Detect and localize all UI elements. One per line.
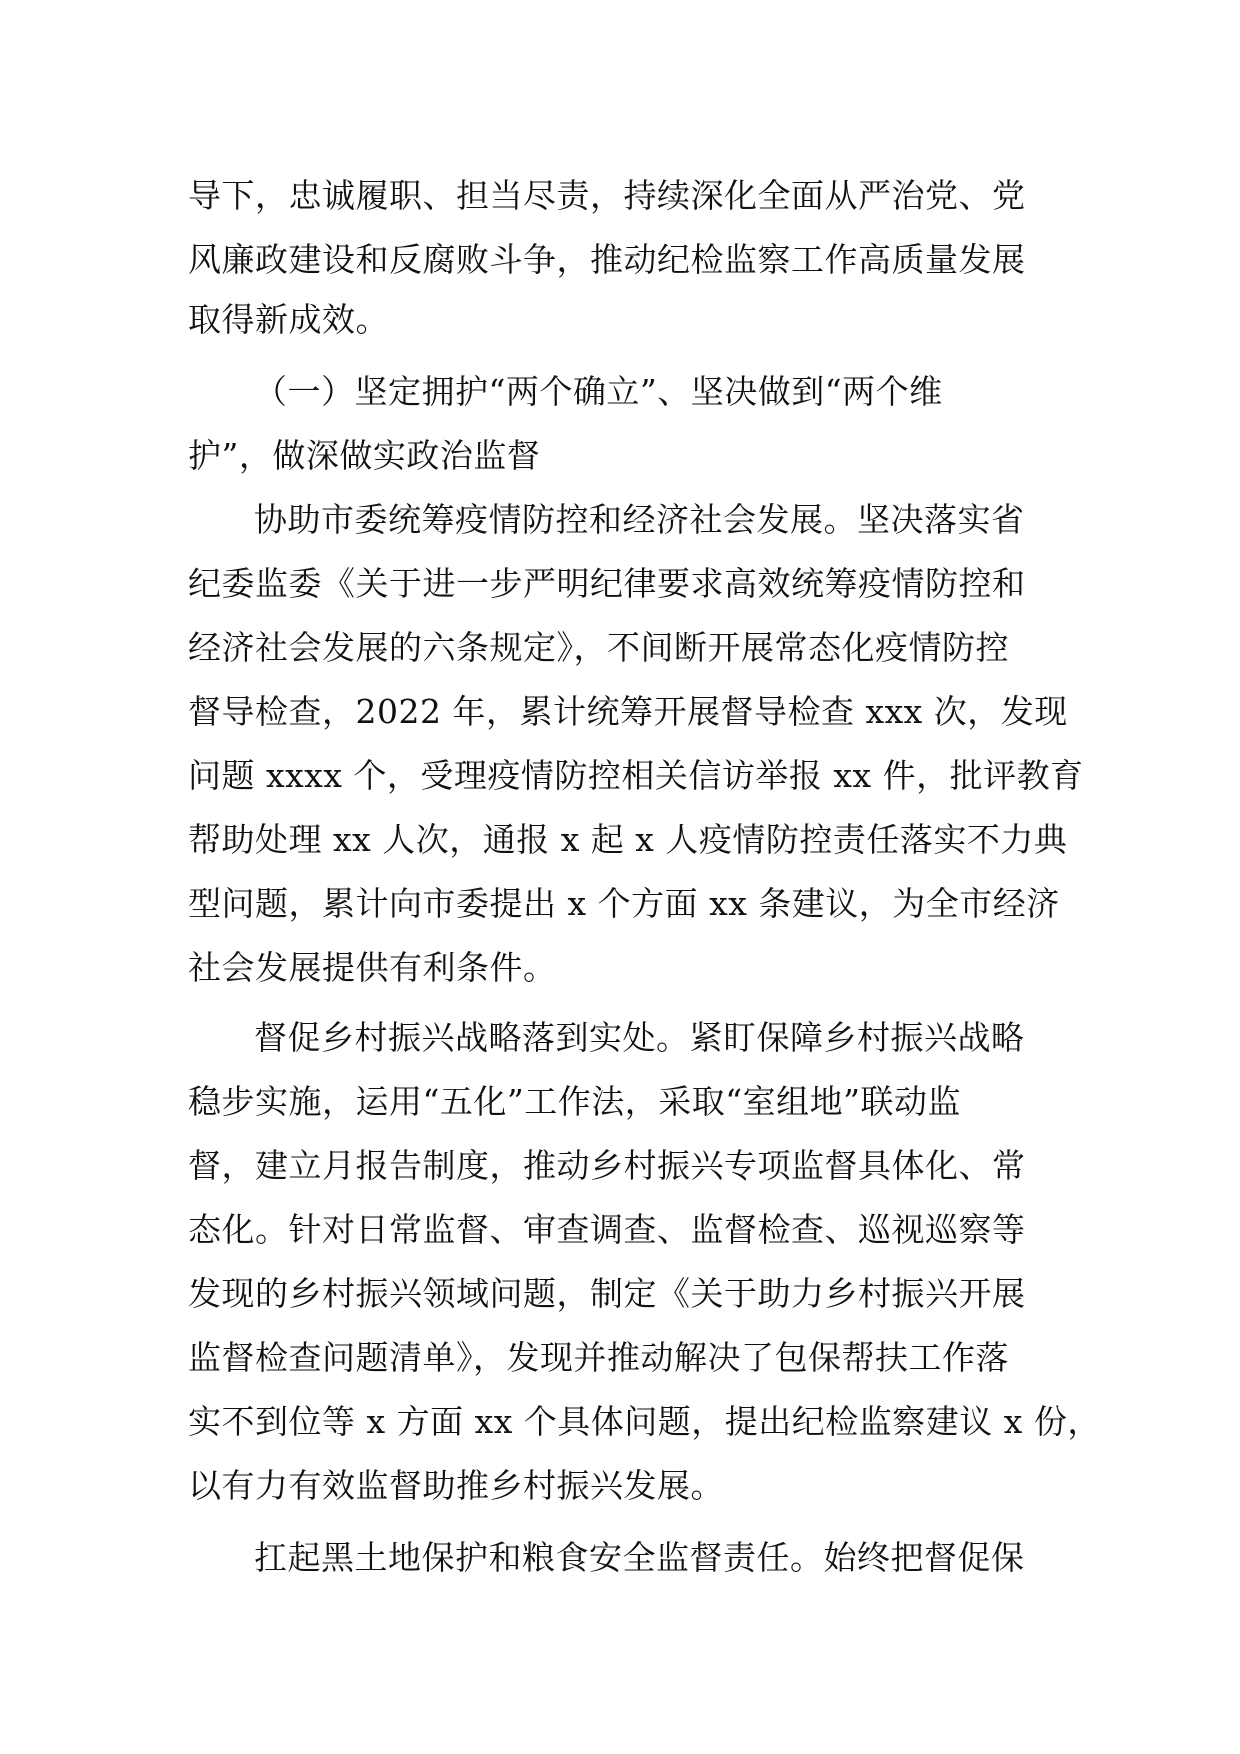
text-line: 态化。针对日常监督、审查调查、监督检查、巡视巡察等 [188, 1210, 1026, 1249]
text-line: 实不到位等 x 方面 xx 个具体问题，提出纪检监察建议 x 份， [188, 1402, 1101, 1441]
text-line: 帮助处理 xx 人次，通报 x 起 x 人疫情防控责任落实不力典 [188, 820, 1068, 859]
text-line: 督导检查，2022 年，累计统筹开展督导检查 xxx 次，发现 [188, 692, 1068, 731]
text-line: 社会发展提供有利条件。 [188, 948, 557, 987]
text-line: 导下，忠诚履职、担当尽责，持续深化全面从严治党、党 [188, 176, 1026, 215]
text-line: 以有力有效监督助推乡村振兴发展。 [188, 1466, 724, 1505]
text-line: 协助市委统筹疫情防控和经济社会发展。坚决落实省 [254, 500, 1025, 539]
text-line: 发现的乡村振兴领域问题，制定《关于助力乡村振兴开展 [188, 1274, 1026, 1313]
text-line: 纪委监委《关于进一步严明纪律要求高效统筹疫情防控和 [188, 564, 1026, 603]
section-heading-line: （一）坚定拥护“两个确立”、坚决做到“两个维 [254, 372, 943, 411]
text-line: 风廉政建设和反腐败斗争，推动纪检监察工作高质量发展 [188, 240, 1026, 279]
text-line: 型问题，累计向市委提出 x 个方面 xx 条建议，为全市经济 [188, 884, 1060, 923]
text-line: 督促乡村振兴战略落到实处。紧盯保障乡村振兴战略 [254, 1018, 1025, 1057]
text-line: 稳步实施，运用“五化”工作法，采取“室组地”联动监 [188, 1082, 961, 1121]
text-line: 经济社会发展的六条规定》，不间断开展常态化疫情防控 [188, 628, 1009, 667]
text-line: 问题 xxxx 个，受理疫情防控相关信访举报 xx 件，批评教育 [188, 756, 1084, 795]
section-heading-line: 护”，做深做实政治监督 [188, 436, 541, 475]
text-line: 督，建立月报告制度，推动乡村振兴专项监督具体化、常 [188, 1146, 1026, 1185]
text-line: 监督检查问题清单》，发现并推动解决了包保帮扶工作落 [188, 1338, 1009, 1377]
text-line: 扛起黑土地保护和粮食安全监督责任。始终把督促保 [254, 1538, 1025, 1577]
text-line: 取得新成效。 [188, 300, 389, 339]
